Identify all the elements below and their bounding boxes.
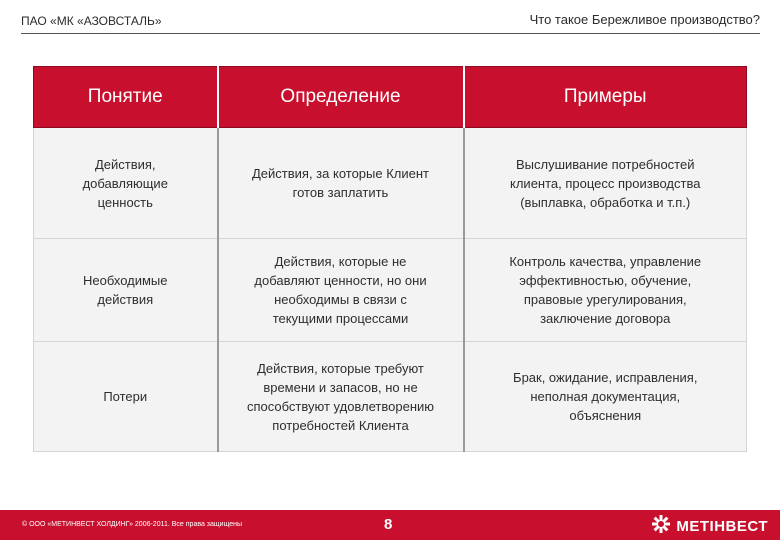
definition-text: Действия, за которые Клиент готов заплатить (252, 166, 429, 200)
table-row (34, 239, 747, 342)
column-header-concept: Понятие (34, 67, 218, 128)
lean-concepts-table (33, 66, 746, 452)
concept-text: Необходимые действия (82, 273, 168, 307)
copyright-notice: © ООО «МЕТИНВЕСТ ХОЛДИНГ» 2006-2011. Все права защищены (22, 521, 243, 528)
concept-cell (34, 239, 218, 342)
concept-text: Действия, добавляющие ценность (82, 156, 168, 210)
definition-cell (218, 342, 464, 452)
table-row (34, 342, 747, 452)
examples-cell (464, 128, 747, 239)
examples-text: Контроль качества, управление эффективностью, обучение, правовые урегулирования, заключение договора (509, 254, 702, 326)
definition-cell (218, 239, 464, 342)
footer (0, 510, 780, 540)
column-header-definition: Определение (218, 67, 464, 128)
header (0, 0, 780, 38)
concept-cell (34, 128, 218, 239)
column-header-examples: Примеры (464, 67, 747, 128)
metinvest-star-icon (651, 514, 671, 539)
concept-cell (34, 342, 218, 452)
page-number: 8 (384, 516, 393, 533)
page-title: Что такое Бережливое производство? (529, 12, 760, 27)
company-name: ПАО «МК «АЗОВСТАЛЬ» (21, 14, 162, 28)
examples-text: Брак, ожидание, исправления, неполная документация, объяснения (513, 370, 698, 423)
concept-text: Потери (103, 389, 148, 404)
company-logo (651, 515, 768, 537)
definition-text: Действия, которые требуют времени и запасов, но не способствуют удовлетворению потребностей Клиента (246, 360, 435, 433)
examples-text: Выслушивание потребностей клиента, процесс производства (выплавка, обработка и т.п.) (510, 156, 701, 210)
header-divider (21, 33, 760, 34)
examples-cell (464, 342, 747, 452)
table-header-row (34, 67, 747, 128)
table-row (34, 128, 747, 239)
examples-cell (464, 239, 747, 342)
logo-text: МЕТІНВЕСТ (676, 517, 768, 535)
definition-text: Действия, которые не добавляют ценности, но они необходимы в связи с текущими процессами (254, 254, 427, 326)
definition-cell (218, 128, 464, 239)
